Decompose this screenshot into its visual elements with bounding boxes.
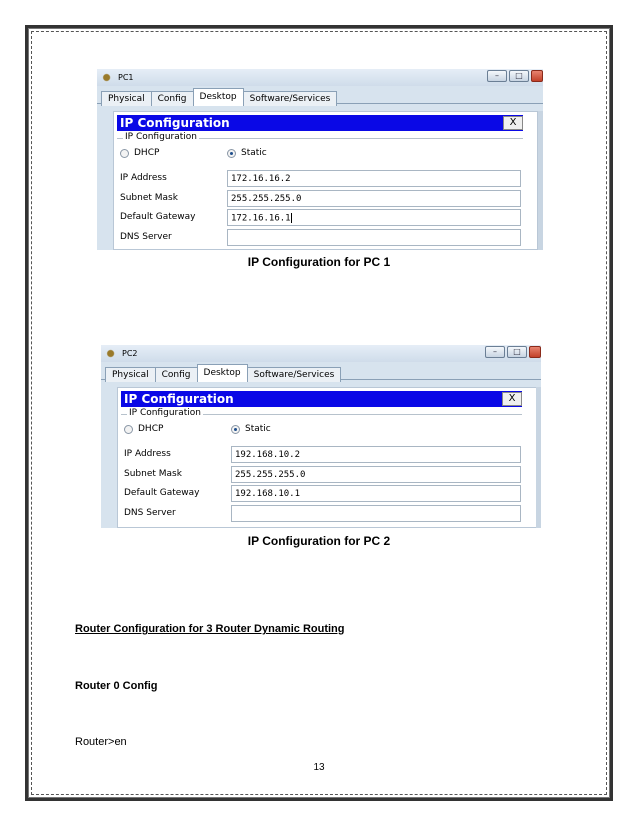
tab-config[interactable]: Config (155, 367, 198, 382)
subnet-mask-label: Subnet Mask (120, 193, 178, 203)
minimize-button[interactable]: – (487, 70, 507, 82)
ip-address-input[interactable]: 172.16.16.2 (227, 170, 521, 187)
default-gateway-value: 172.16.16.1 (231, 213, 291, 224)
ip-address-input[interactable]: 192.168.10.2 (231, 446, 521, 463)
static-radio-icon (231, 425, 240, 434)
pc1-titlebar (97, 69, 543, 86)
ip-address-label: IP Address (124, 449, 171, 459)
pc1-window (97, 69, 543, 250)
ip-config-close-button[interactable]: X (503, 116, 523, 130)
dns-server-input[interactable] (227, 229, 521, 246)
dhcp-label: DHCP (138, 424, 164, 434)
ip-config-title: IP Configuration (120, 116, 230, 130)
pc-icon (105, 348, 119, 359)
pc2-window (101, 345, 541, 528)
dns-server-label: DNS Server (120, 232, 172, 242)
tab-desktop[interactable]: Desktop (193, 88, 244, 106)
maximize-button[interactable]: □ (509, 70, 529, 82)
pc1-tabs (101, 88, 336, 106)
default-gateway-label: Default Gateway (120, 212, 196, 222)
dhcp-radio-icon (124, 425, 133, 434)
ip-config-close-button[interactable]: X (502, 392, 522, 406)
window-controls (487, 70, 543, 82)
tab-desktop[interactable]: Desktop (197, 364, 248, 382)
ip-config-panel (113, 111, 538, 250)
dns-server-input[interactable] (231, 505, 521, 522)
scrollbar[interactable] (538, 111, 543, 250)
subnet-mask-input[interactable]: 255.255.255.0 (227, 190, 521, 207)
router0-heading: Router 0 Config (75, 680, 158, 692)
ip-config-header (117, 115, 523, 131)
static-radio-icon (227, 149, 236, 158)
caption-pc2: IP Configuration for PC 2 (247, 534, 391, 548)
mode-radio-group (124, 424, 271, 434)
tab-software-services[interactable]: Software/Services (243, 91, 338, 106)
dns-server-label: DNS Server (124, 508, 176, 518)
caption-pc1: IP Configuration for PC 1 (247, 255, 391, 269)
subnet-mask-label: Subnet Mask (124, 469, 182, 479)
dhcp-label: DHCP (134, 148, 160, 158)
close-window-button[interactable] (529, 346, 541, 358)
ip-config-title: IP Configuration (124, 392, 234, 406)
static-radio[interactable] (227, 148, 267, 158)
tab-software-services[interactable]: Software/Services (247, 367, 342, 382)
page-number: 13 (313, 762, 325, 773)
static-label: Static (241, 148, 267, 158)
pc2-titlebar (101, 345, 541, 362)
static-label: Static (245, 424, 271, 434)
tab-physical[interactable]: Physical (105, 367, 156, 382)
close-window-button[interactable] (531, 70, 543, 82)
static-radio[interactable] (231, 424, 271, 434)
ip-address-label: IP Address (120, 173, 167, 183)
command-line: Router>en (75, 736, 127, 748)
dhcp-radio-icon (120, 149, 129, 158)
tab-physical[interactable]: Physical (101, 91, 152, 106)
default-gateway-input[interactable]: 192.168.10.1 (231, 485, 521, 502)
minimize-button[interactable]: – (485, 346, 505, 358)
dhcp-radio[interactable] (124, 424, 231, 434)
text-caret (291, 213, 292, 223)
dhcp-radio[interactable] (120, 148, 227, 158)
ip-config-group-label: IP Configuration (125, 132, 197, 142)
default-gateway-input[interactable] (227, 209, 521, 226)
tab-config[interactable]: Config (151, 91, 194, 106)
pc-icon (101, 72, 115, 83)
ip-config-panel (117, 387, 537, 528)
section-heading: Router Configuration for 3 Router Dynamic Routing (75, 623, 345, 635)
ip-config-header (121, 391, 522, 407)
pc2-window-title: PC2 (122, 349, 138, 358)
scrollbar[interactable] (536, 387, 541, 528)
window-controls (485, 346, 541, 358)
maximize-button[interactable]: □ (507, 346, 527, 358)
pc2-tabs (105, 364, 340, 382)
subnet-mask-input[interactable]: 255.255.255.0 (231, 466, 521, 483)
mode-radio-group (120, 148, 267, 158)
default-gateway-label: Default Gateway (124, 488, 200, 498)
pc1-window-title: PC1 (118, 73, 134, 82)
ip-config-group-label: IP Configuration (129, 408, 201, 418)
